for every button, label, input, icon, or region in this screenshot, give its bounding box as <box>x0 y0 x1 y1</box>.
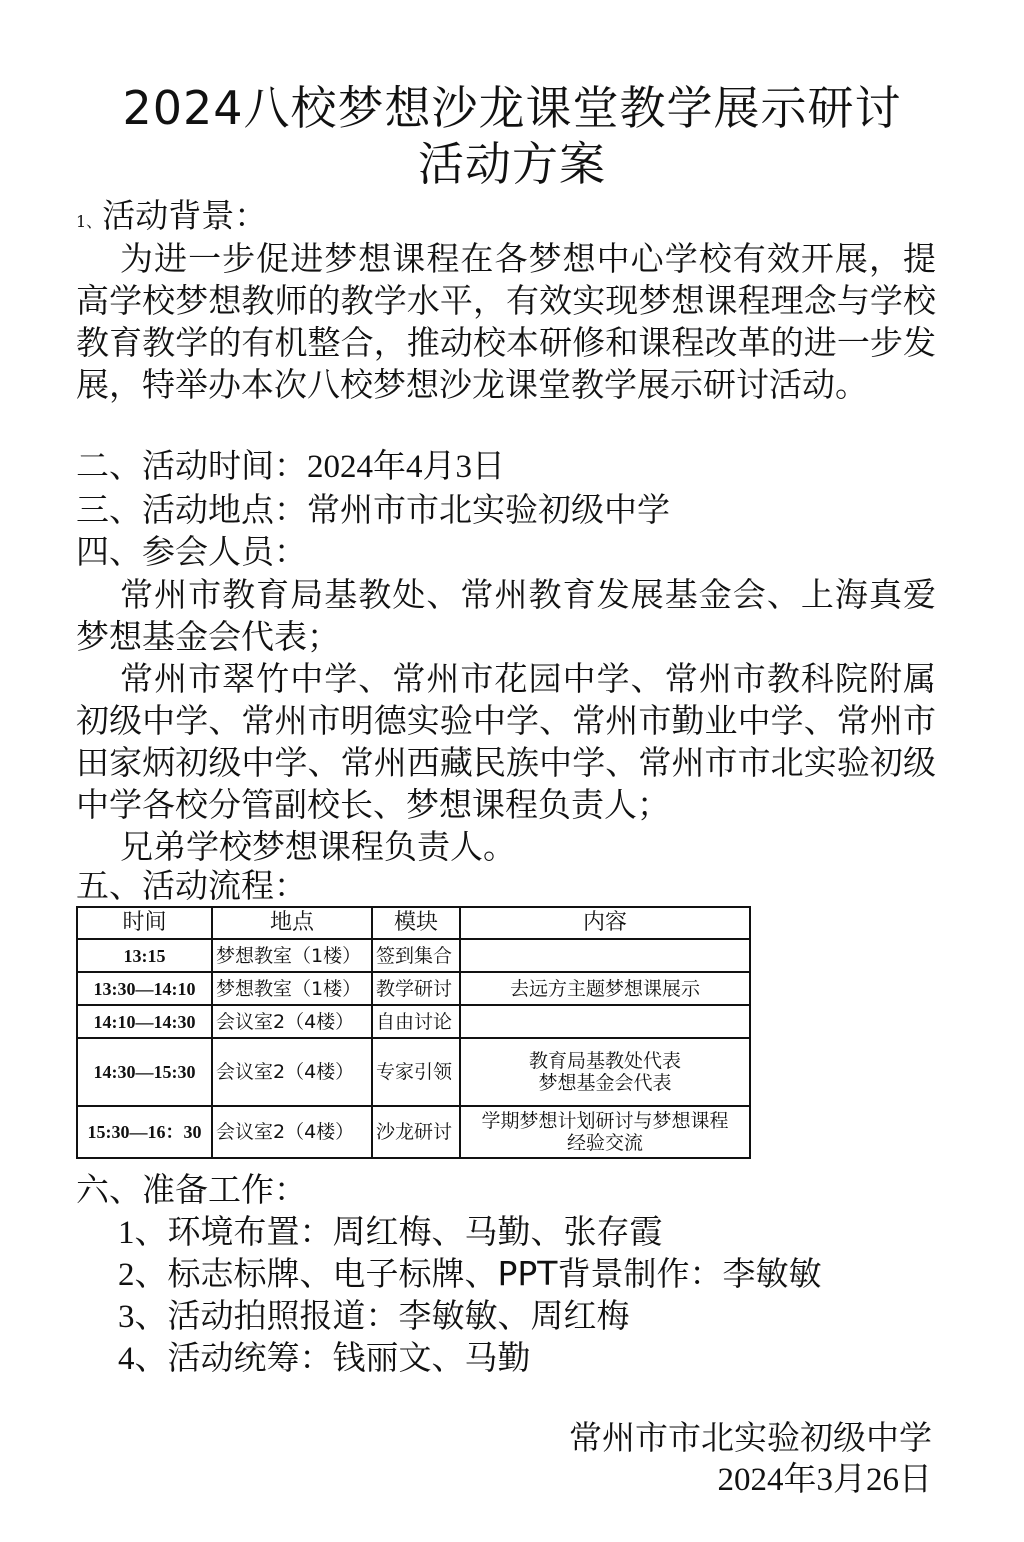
cell-module: 教学研讨 <box>372 972 460 1005</box>
prep-item-number: 4 <box>118 1341 135 1377</box>
prep-item <box>118 1212 663 1253</box>
prep-item-text: 、标志标牌、电子标牌、PPT背景制作：李敏敏 <box>134 1254 822 1293</box>
column-header-content: 内容 <box>460 907 750 939</box>
cell-content: 学期梦想计划研讨与梦想课程 经验交流 <box>460 1106 750 1158</box>
table-row <box>77 939 750 972</box>
column-header-place: 地点 <box>212 907 372 939</box>
cell-module: 自由讨论 <box>372 1005 460 1038</box>
section-time-value: 2024年4月3日 <box>307 449 505 485</box>
participants-paragraph-3: 兄弟学校梦想课程负责人。 <box>120 827 516 866</box>
cell-module: 签到集合 <box>372 939 460 972</box>
section-participants-heading: 四、参会人员： <box>76 532 307 571</box>
cell-place: 会议室2（4楼） <box>212 1005 372 1038</box>
prep-item-text: 、环境布置：周红梅、马勤、张存霞 <box>134 1212 663 1251</box>
cell-content <box>460 939 750 972</box>
table-row <box>77 1005 750 1038</box>
column-header-time: 时间 <box>77 907 212 939</box>
section-background-heading <box>76 196 267 242</box>
prep-item-text: 、活动拍照报道：李敏敏、周红梅 <box>134 1296 630 1335</box>
doc-title-line2: 活动方案 <box>418 137 606 191</box>
cell-module: 专家引领 <box>372 1038 460 1106</box>
doc-title-line1: 2024八校梦想沙龙课堂教学展示研讨 <box>122 81 902 135</box>
cell-place: 会议室2（4楼） <box>212 1106 372 1158</box>
section-place-label: 三、活动地点： <box>76 490 307 529</box>
section-time <box>76 446 505 487</box>
table-header-row <box>77 907 750 939</box>
participants-paragraph-1: 常州市教育局基教处、常州教育发展基金会、上海真爱梦想基金会代表； <box>76 575 936 656</box>
section-heading-text: 活动背景： <box>102 196 268 235</box>
cell-place: 梦想教室（1楼） <box>212 939 372 972</box>
signature-organization: 常州市市北实验初级中学 <box>569 1418 932 1457</box>
prep-item-number: 1 <box>118 1215 135 1251</box>
section-flow-heading: 五、活动流程： <box>76 866 307 905</box>
prep-item-number: 2 <box>118 1257 135 1293</box>
prep-item <box>118 1296 630 1337</box>
cell-time: 15:30—16：30 <box>77 1106 212 1158</box>
table-row <box>77 1106 750 1158</box>
schedule-table <box>76 906 751 1159</box>
cell-place: 梦想教室（1楼） <box>212 972 372 1005</box>
background-paragraph: 为进一步促进梦想课程在各梦想中心学校有效开展，提高学校梦想教师的教学水平，有效实现梦想课程理念与学校教育教学的有机整合，推动校本研修和课程改革的进一步发展，特举办本次八校梦想沙龙课堂教学展示研讨活动。 <box>76 239 936 404</box>
cell-module: 沙龙研讨 <box>372 1106 460 1158</box>
section-place-value: 常州市市北实验初级中学 <box>307 490 670 529</box>
prep-item <box>118 1338 531 1379</box>
cell-time: 14:10—14:30 <box>77 1005 212 1038</box>
section-number: 1、 <box>76 212 103 231</box>
cell-time: 14:30—15:30 <box>77 1038 212 1106</box>
cell-time: 13:15 <box>77 939 212 972</box>
signature-date: 2024年3月26日 <box>717 1462 932 1498</box>
section-time-label: 二、活动时间： <box>76 446 307 485</box>
cell-place: 会议室2（4楼） <box>212 1038 372 1106</box>
prep-item-number: 3 <box>118 1299 135 1335</box>
participants-paragraph-2: 常州市翠竹中学、常州市花园中学、常州市教科院附属初级中学、常州市明德实验中学、常州市勤业中学、常州市田家炳初级中学、常州西藏民族中学、常州市市北实验初级中学各校分管副校长、梦想课程负责人； <box>76 659 936 824</box>
table-row <box>77 1038 750 1106</box>
cell-content <box>460 1005 750 1038</box>
section-prep-heading: 六、准备工作： <box>76 1170 307 1209</box>
prep-item-text: 、活动统筹：钱丽文、马勤 <box>134 1338 531 1377</box>
cell-time: 13:30—14:10 <box>77 972 212 1005</box>
section-place <box>76 490 670 530</box>
cell-content: 教育局基教处代表 梦想基金会代表 <box>460 1038 750 1106</box>
column-header-module: 模块 <box>372 907 460 939</box>
cell-content: 去远方主题梦想课展示 <box>460 972 750 1005</box>
prep-item <box>118 1254 821 1295</box>
table-row <box>77 972 750 1005</box>
